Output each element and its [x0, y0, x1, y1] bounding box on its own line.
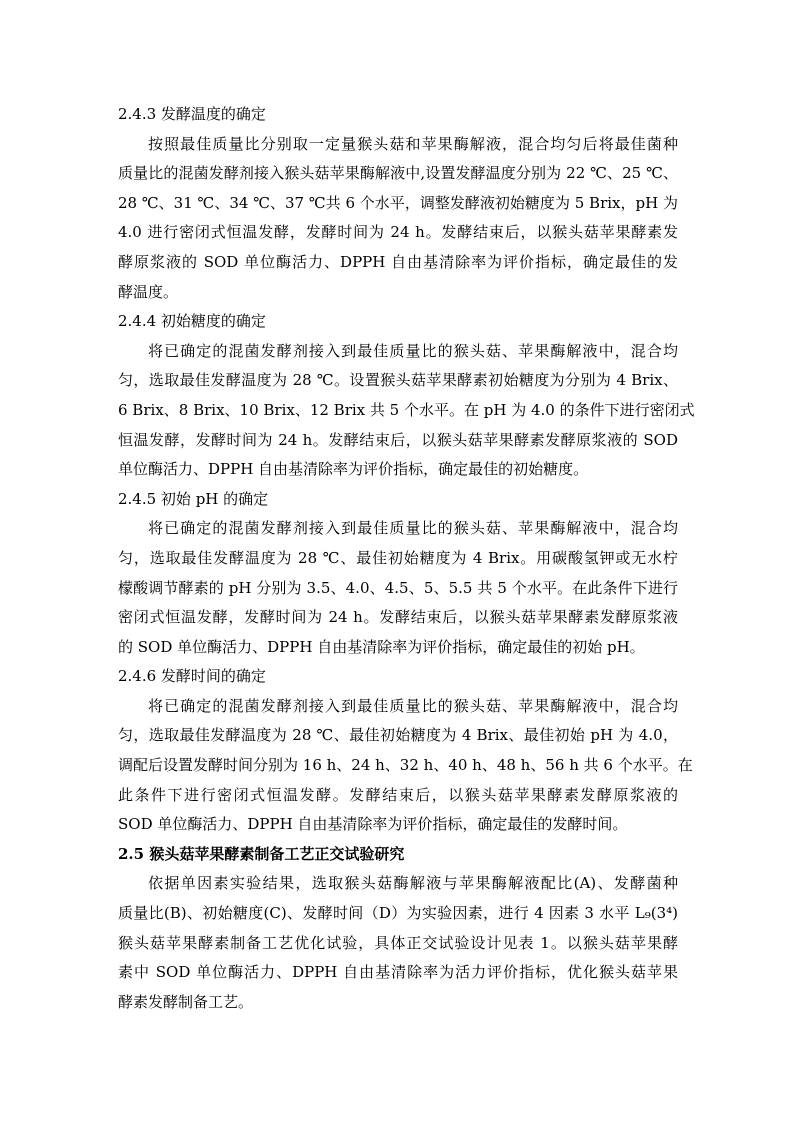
- paragraph-line: 恒温发酵，发酵时间为 24 h。发酵结束后，以猴头菇苹果酵素发酵原浆液的 SOD: [118, 430, 678, 449]
- paragraph-line: 酵原浆液的 SOD 单位酶活力、DPPH 自由基清除率为评价指标，确定最佳的发: [118, 252, 678, 271]
- paragraph-line: 的 SOD 单位酶活力、DPPH 自由基清除率为评价指标，确定最佳的初始 pH。: [118, 637, 645, 656]
- section-heading: 2.4.5 初始 pH 的确定: [118, 489, 269, 508]
- paragraph-line: 将已确定的混菌发酵剂接入到最佳质量比的猴头菇、苹果酶解液中，混合均: [148, 341, 678, 360]
- paragraph-line: 4.0 进行密闭式恒温发酵，发酵时间为 24 h。发酵结束后，以猴头菇苹果酵素发: [118, 223, 678, 242]
- paragraph-line: 质量比(B)、初始糖度(C)、发酵时间（D）为实验因素，进行 4 因素 3 水平 L₉(3⁴): [118, 904, 678, 923]
- section-2-4-3: [118, 100, 678, 307]
- paragraph-line: 此条件下进行密闭式恒温发酵。发酵结束后，以猴头菇苹果酵素发酵原浆液的: [118, 785, 678, 804]
- paragraph-line: 将已确定的混菌发酵剂接入到最佳质量比的猴头菇、苹果酶解液中，混合均: [148, 696, 678, 715]
- paragraph-line: 调配后设置发酵时间分别为 16 h、24 h、32 h、40 h、48 h、56 h 共 6 个水平。在: [118, 756, 693, 775]
- document-page: [118, 100, 695, 1017]
- section-2-4-6: [118, 662, 693, 840]
- paragraph-line: 密闭式恒温发酵，发酵时间为 24 h。发酵结束后，以猴头菇苹果酵素发酵原浆液: [118, 608, 678, 627]
- section-heading: 2.4.4 初始糖度的确定: [118, 312, 266, 331]
- paragraph-line: 匀，选取最佳发酵温度为 28 ℃、最佳初始糖度为 4 Brix。用碳酸氢钾或无水柠: [118, 548, 678, 567]
- paragraph-line: 质量比的混菌发酵剂接入猴头菇苹果酶解液中,设置发酵温度分别为 22 ℃、25 ℃、: [118, 164, 678, 183]
- section-heading: 2.4.3 发酵温度的确定: [118, 105, 266, 123]
- paragraph-line: 檬酸调节酵素的 pH 分别为 3.5、4.0、4.5、5、5.5 共 5 个水平。在此条件下进行: [118, 578, 678, 597]
- paragraph-line: 酵素发酵制备工艺。: [118, 992, 254, 1011]
- paragraph-line: 单位酶活力、DPPH 自由基清除率为评价指标，确定最佳的初始糖度。: [118, 460, 589, 479]
- paragraph-line: 将已确定的混菌发酵剂接入到最佳质量比的猴头菇、苹果酶解液中，混合均: [148, 519, 678, 538]
- paragraph-line: 匀，选取最佳发酵温度为 28 ℃、最佳初始糖度为 4 Brix、最佳初始 pH 为 4.0，: [118, 726, 678, 745]
- paragraph-line: 素中 SOD 单位酶活力、DPPH 自由基清除率为活力评价指标，优化猴头菇苹果: [118, 963, 678, 982]
- section-2-4-5: [118, 485, 678, 663]
- paragraph-line: SOD 单位酶活力、DPPH 自由基清除率为评价指标，确定最佳的发酵时间。: [118, 815, 628, 834]
- paragraph-line: 28 ℃、31 ℃、34 ℃、37 ℃共 6 个水平，调整发酵液初始糖度为 5 Brix，pH 为: [118, 193, 678, 212]
- section-heading: 2.5 猴头菇苹果酵素制备工艺正交试验研究: [118, 844, 405, 863]
- paragraph-line: 猴头菇苹果酵素制备工艺优化试验，具体正交试验设计见表 1。以猴头菇苹果酵: [118, 933, 678, 952]
- section-2-5: [118, 840, 678, 1018]
- paragraph-line: 匀，选取最佳发酵温度为 28 ℃。设置猴头菇苹果酵素初始糖度为分别为 4 Brix、: [118, 371, 678, 390]
- paragraph-line: 6 Brix、8 Brix、10 Brix、12 Brix 共 5 个水平。在 pH 为 4.0 的条件下进行密闭式: [118, 400, 695, 419]
- section-2-4-4: [118, 307, 695, 485]
- paragraph-line: 按照最佳质量比分别取一定量猴头菇和苹果酶解液，混合均匀后将最佳菌种: [148, 134, 678, 153]
- paragraph-line: 酵温度。: [118, 282, 179, 301]
- paragraph-line: 依据单因素实验结果，选取猴头菇酶解液与苹果酶解液配比(A)、发酵菌种: [148, 874, 678, 893]
- section-heading: 2.4.6 发酵时间的确定: [118, 667, 266, 686]
